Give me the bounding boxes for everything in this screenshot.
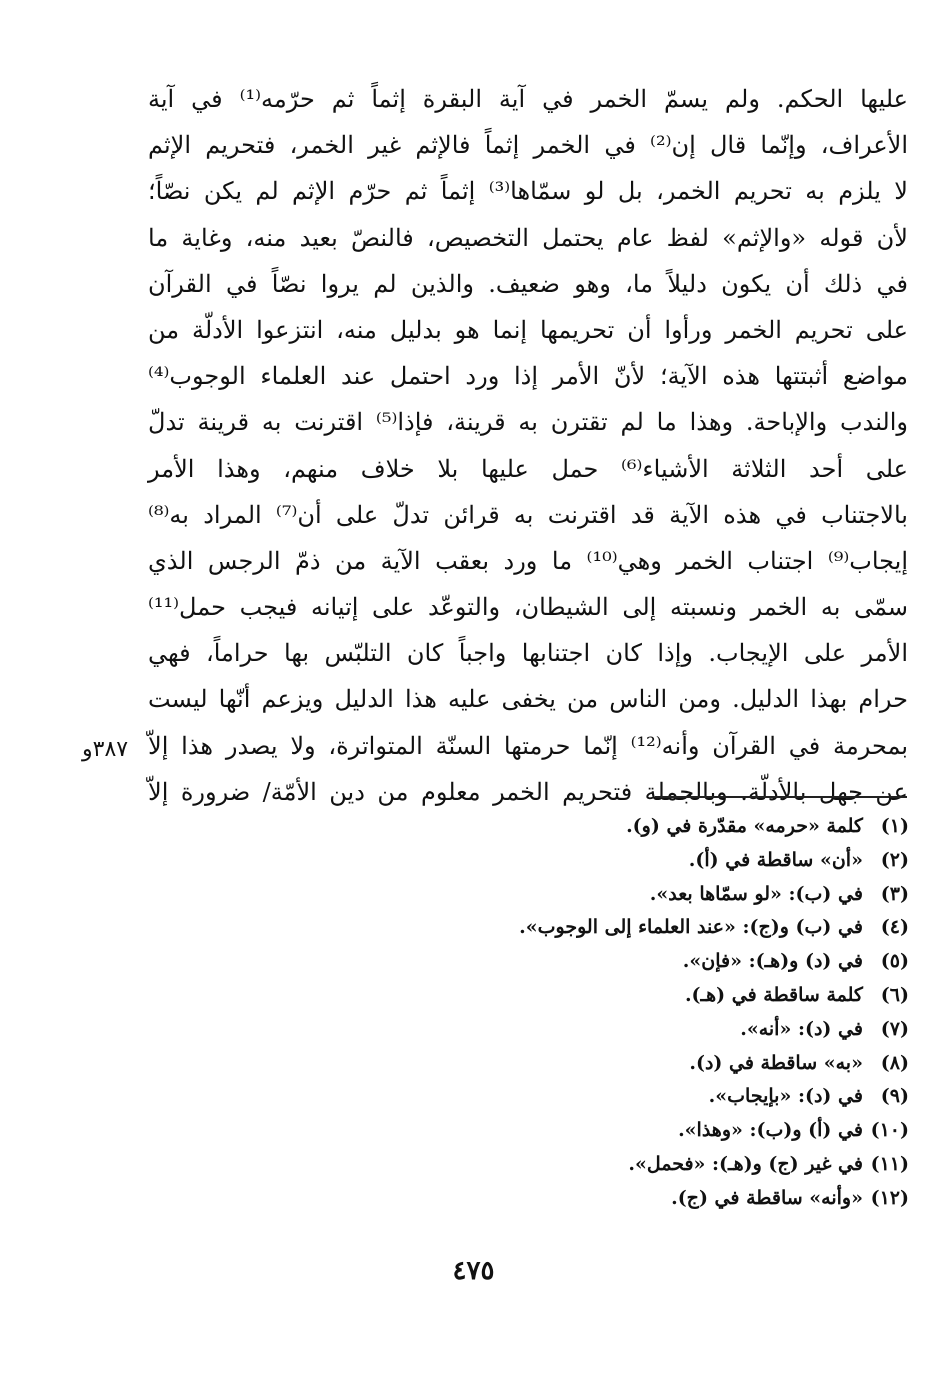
- footnote: [169, 810, 909, 844]
- text-line: حرام بهذا الدليل. ومن الناس من يخفى عليه هذا الدليل ويزعم أنّها ليست: [148, 685, 908, 714]
- footnote: [169, 979, 909, 1013]
- footnote-number: (٩): [880, 1085, 909, 1108]
- footnote-text: في (د): «أنه».: [740, 1017, 863, 1040]
- footnote-number: (٥): [880, 950, 909, 973]
- footnote-number: (٣): [880, 882, 909, 905]
- footnote-text: في (ب) و(ج): «عند العلماء إلى الوجوب».: [519, 916, 863, 939]
- page-number: ٤٧٥: [452, 1256, 495, 1286]
- text-line: بمحرمة في القرآن وأنه⁽¹²⁾ إنّما حرمتها السنّة المتواترة، ولا يصدر هذا إلاّ: [148, 731, 909, 760]
- footnote-text: في (د) و(هـ): «فإن».: [682, 950, 863, 973]
- footnote: [169, 878, 909, 912]
- text-line: لا يلزم به تحريم الخمر، بل لو سمّاها⁽³⁾ إثماً ثم حرّم الإثم لم يكن نصّاً؛: [148, 177, 908, 206]
- footnote-number: (٦): [880, 983, 909, 1006]
- text-line: في ذلك أن يكون دليلاً ما، وهو ضعيف. والذين لم يروا نصّاً في القرآن: [148, 269, 908, 298]
- text-line: بالاجتناب في هذه الآية قد اقترنت به قرائن تدلّ على أن⁽⁷⁾ المراد به⁽⁸⁾: [148, 500, 908, 529]
- footnote-text: «وأنه» ساقطة في (ج).: [671, 1186, 863, 1209]
- footnote: [169, 1080, 909, 1114]
- footnote: [169, 1182, 909, 1216]
- text-line: سمّى به الخمر ونسبته إلى الشيطان، والتوعّد على إتيانه فيجب حمل⁽¹¹⁾: [148, 593, 908, 622]
- footnote: [169, 1047, 909, 1081]
- footnote-number: (١١): [870, 1152, 909, 1175]
- footnote: [169, 945, 909, 979]
- text-line: عن جهل بالأدلّة. وبالجملة فتحريم الخمر معلوم من دين الأمّة/ ضرورة إلاّ: [148, 777, 908, 806]
- footnote-text: في (د): «بإيجاب».: [708, 1085, 863, 1108]
- text-line: على أحد الثلاثة الأشياء⁽⁶⁾ حمل عليها بلا خلاف منهم، وهذا الأمر: [148, 454, 908, 483]
- footnote-text: «به» ساقطة في (د).: [689, 1051, 863, 1074]
- footnote: [169, 911, 909, 945]
- footnote-number: (١٠): [870, 1119, 909, 1142]
- main-text: [148, 76, 908, 815]
- footnote: [169, 1013, 909, 1047]
- footnote-number: (٤): [880, 916, 909, 939]
- text-line: إيجاب⁽⁹⁾ اجتناب الخمر وهي⁽¹⁰⁾ ما ورد بعقب الآية من ذمّ الرجس الذي: [148, 546, 908, 575]
- text-line: الأمر على الإيجاب. وإذا كان اجتنابها واجباً كان التلبّس بها حراماً، فهي: [148, 639, 908, 668]
- footnote-text: في (أ) و(ب): «وهذا».: [678, 1119, 863, 1142]
- footnote-number: (١٢): [870, 1186, 909, 1209]
- footnote: [169, 844, 909, 878]
- footnote-number: (١): [880, 815, 909, 837]
- text-line: والندب والإباحة. وهذا ما لم تقترن به قرينة، فإذا⁽⁵⁾ اقترنت به قرينة تدلّ: [148, 408, 908, 437]
- footnote-number: (٧): [880, 1017, 909, 1040]
- text-line: الأعراف، وإنّما قال إن⁽²⁾ في الخمر إثماً فالإثم غير الخمر، فتحريم الإثم: [148, 131, 908, 160]
- text-line: لأن قوله «والإثم» لفظ عام يحتمل التخصيص، فالنصّ بعيد منه، وغاية ما: [148, 223, 908, 252]
- footnote-number: (٢): [880, 848, 909, 871]
- footnote-text: كلمة «حرمه» مقدّرة في (و).: [626, 815, 863, 837]
- footnote-number: (٨): [880, 1051, 909, 1074]
- footnote-text: في غير (ج) و(هـ): «فحمل».: [628, 1152, 863, 1175]
- text-line: عليها الحكم. ولم يسمّ الخمر في آية البقرة إثماً ثم حرّمه⁽¹⁾ في آية: [148, 85, 908, 113]
- footnote-divider: [655, 796, 907, 798]
- footnote: [169, 1148, 909, 1182]
- footnote-text: في (ب): «لو سمّاها بعد».: [649, 882, 863, 905]
- text-line: على تحريم الخمر ورأوا أن تحريمها إنما هو بدليل منه، انتزعوا الأدلّة من: [148, 315, 908, 344]
- manuscript-folio-marker: ٣٨٧و: [82, 737, 129, 762]
- footnote-text: كلمة ساقطة في (هـ).: [684, 983, 863, 1006]
- footnote-text: «أن» ساقطة في (أ).: [688, 848, 863, 871]
- text-line: مواضع أثبتتها هذه الآية؛ لأنّ الأمر إذا ورد احتمل عند العلماء الوجوب⁽⁴⁾: [148, 362, 908, 391]
- footnotes: [169, 810, 909, 1216]
- footnote: [169, 1114, 909, 1148]
